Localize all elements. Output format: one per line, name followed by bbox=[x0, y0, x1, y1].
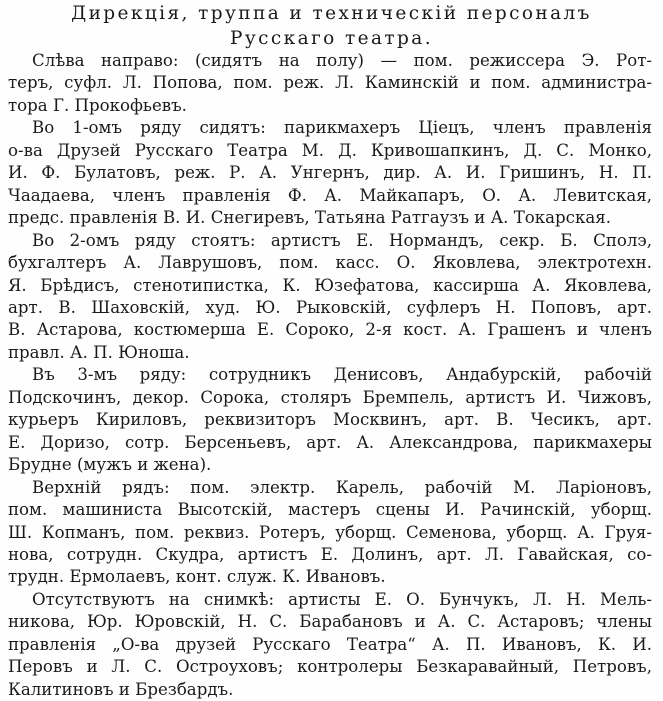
text-line: бухгалтеръ А. Лаврушовъ, пом. касс. О. Яковлева, электротехн. bbox=[8, 253, 652, 273]
text-line: нова, сотрудн. Скудра, артистъ Е. Долинъ, арт. Л. Гавайская, со- bbox=[8, 544, 652, 564]
text-line: Отсутствуютъ на снимкѣ: артисты Е. О. Бунчукъ, Л. Н. Мель- bbox=[32, 589, 652, 609]
title-line-1: Дирекція, труппа и техническій персоналъ bbox=[71, 3, 592, 24]
text-line: курьеръ Кириловъ, реквизиторъ Москвинъ, арт. В. Чесикъ, арт. bbox=[8, 410, 652, 430]
text-line: трудн. Ермолаевъ, конт. служ. К. Ивановъ. bbox=[8, 567, 386, 587]
text-line: о-ва Друзей Русскаго Театра М. Д. Кривошапкинъ, Д. С. Монко, bbox=[8, 140, 652, 160]
paragraph-top-row bbox=[8, 477, 652, 589]
text-line: Е. Доризо, сотр. Берсеньевъ, арт. А. Александрова, парикмахеры bbox=[8, 432, 652, 452]
text-line: правл. А. П. Юноша. bbox=[8, 342, 190, 362]
title-line-2: Русскаго театра. bbox=[230, 28, 433, 49]
text-line: пом. машиниста Высотскій, мастеръ сцены И. Рачинскій, уборщ. bbox=[8, 500, 652, 520]
paragraph-row-2 bbox=[8, 230, 652, 365]
text-line: правленія „О-ва друзей Русскаго Театра“ А. П. Ивановъ, К. И. bbox=[8, 634, 652, 654]
text-line: В. Астарова, костюмерша Е. Сороко, 2-я кост. А. Грашенъ и членъ bbox=[8, 320, 652, 340]
text-line: Верхній рядъ: пом. электр. Карель, рабочій М. Ларіоновъ, bbox=[32, 477, 652, 497]
text-line: Во 2-омъ ряду стоятъ: артистъ Е. Нормандъ, секр. Б. Сполэ, bbox=[32, 230, 652, 250]
paragraph-absent bbox=[8, 589, 652, 701]
text-line: И. Ф. Булатовъ, реж. Р. А. Унгернъ, дир. А. И. Гришинъ, Н. П. bbox=[8, 163, 652, 183]
text-line: тора Г. Прокофьевъ. bbox=[8, 95, 187, 115]
text-line: предс. правленія В. И. Снегиревъ, Татьяна Ратгаузъ и А. Токарская. bbox=[8, 208, 611, 228]
text-line: Подскочинъ, декор. Сорока, столяръ Бремпель, артистъ И. Чижовъ, bbox=[8, 387, 652, 407]
text-line: Я. Брѣдисъ, стенотипистка, К. Юзефатова, кассирша А. Яковлева, bbox=[8, 275, 652, 295]
paragraph-row-1 bbox=[8, 117, 652, 229]
caption-body bbox=[8, 50, 652, 701]
text-line: арт. В. Шаховскій, худ. Ю. Рыковскій, суфлеръ Н. Поповъ, арт. bbox=[8, 297, 652, 317]
text-line: Въ 3-мъ ряду: сотрудникъ Денисовъ, Андабурскій, рабочій bbox=[32, 365, 652, 385]
paragraph-row-3 bbox=[8, 364, 652, 476]
text-line: никова, Юр. Юровскій, Н. С. Барабановъ и А. С. Астаровъ; члены bbox=[8, 612, 652, 632]
text-line: Чаадаева, членъ правленія Ф. А. Майкапаръ, О. А. Левитская, bbox=[8, 185, 652, 205]
text-line: Перовъ и Л. С. Остроуховъ; контролеры Безкаравайный, Петровъ, bbox=[8, 657, 652, 677]
text-line: Слѣва направо: (сидятъ на полу) — пом. режиссера Э. Рот- bbox=[32, 51, 652, 70]
text-line: Ш. Копманъ, пом. реквиз. Ротеръ, уборщ. Семенова, уборщ. А. Груя- bbox=[8, 522, 652, 542]
text-line: Брудне (мужъ и жена). bbox=[8, 455, 212, 475]
text-line: теръ, суфл. Л. Попова, пом. реж. Л. Каминскій и пом. администра- bbox=[8, 73, 652, 93]
paragraph-seated-floor bbox=[8, 50, 652, 117]
text-line: Во 1-омъ ряду сидятъ: парикмахеръ Ціецъ, членъ правленія bbox=[32, 118, 652, 138]
text-line: Калитиновъ и Брезбардъ. bbox=[8, 679, 234, 699]
